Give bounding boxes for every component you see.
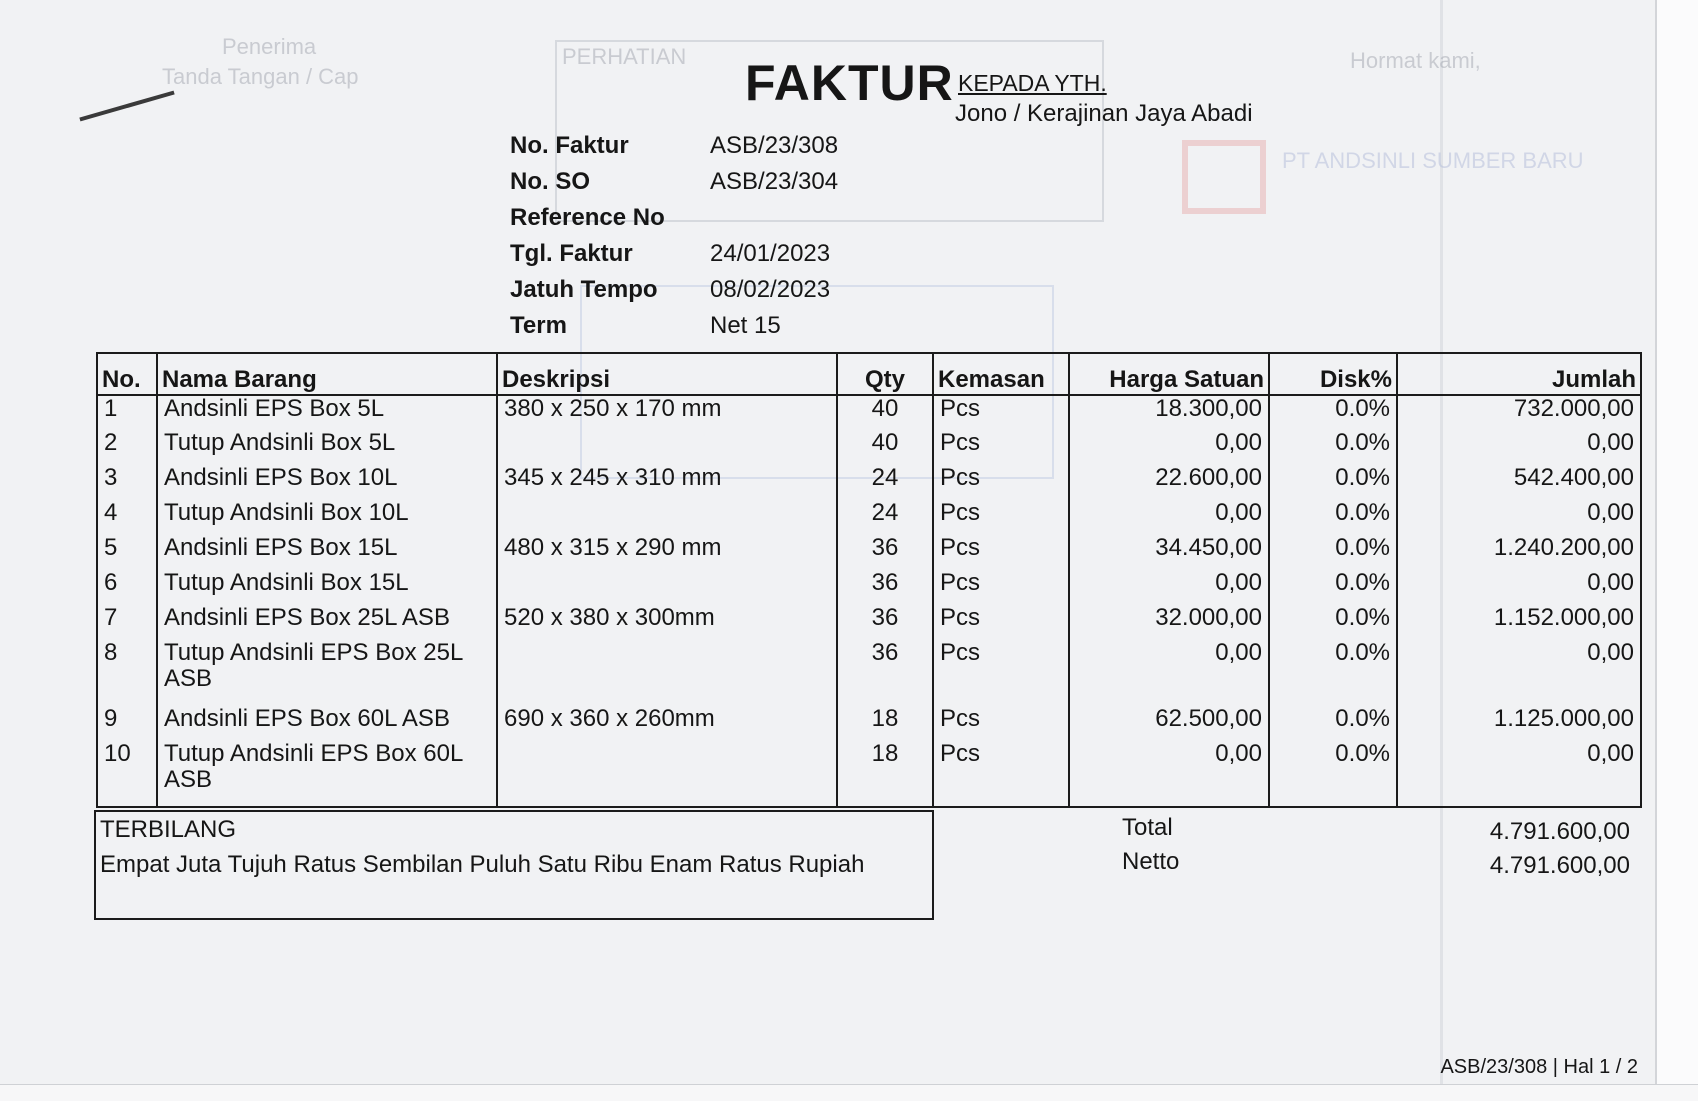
ghost-hormat: Hormat kami,: [1350, 48, 1481, 73]
cell-qty: 36: [837, 535, 933, 570]
pen-stroke: [79, 91, 174, 122]
table-row: [97, 605, 1641, 640]
cell-nama: Andsinli EPS Box 25L ASB: [157, 605, 497, 640]
table-row: [97, 570, 1641, 605]
cell-no: 9: [97, 706, 157, 741]
cell-disk: 0.0%: [1269, 465, 1397, 500]
cell-deskripsi: [497, 500, 837, 535]
terbilang-text: Empat Juta Tujuh Ratus Sembilan Puluh Satu Ribu Enam Ratus Rupiah: [100, 851, 865, 878]
cell-harga: 0,00: [1069, 640, 1269, 706]
cell-nama: Andsinli EPS Box 5L: [157, 395, 497, 430]
cell-jumlah: 1.152.000,00: [1397, 605, 1641, 640]
cell-disk: 0.0%: [1269, 395, 1397, 430]
cell-disk: 0.0%: [1269, 570, 1397, 605]
cell-qty: 40: [837, 395, 933, 430]
cell-no: 10: [97, 741, 157, 807]
page-title: FAKTUR: [745, 55, 954, 111]
cell-jumlah: 0,00: [1397, 640, 1641, 706]
cell-disk: 0.0%: [1269, 500, 1397, 535]
ghost-tanda-tangan: Tanda Tangan / Cap: [162, 64, 359, 89]
col-header-qty: Qty: [837, 353, 933, 395]
table-row: [97, 500, 1641, 535]
netto-value: 4.791.600,00: [1489, 852, 1630, 879]
paper-edge-right: [1655, 0, 1698, 1100]
col-header-disk: Disk%: [1269, 353, 1397, 395]
cell-no: 1: [97, 395, 157, 430]
cell-disk: 0.0%: [1269, 741, 1397, 807]
cell-qty: 36: [837, 605, 933, 640]
cell-deskripsi: 345 x 245 x 310 mm: [497, 465, 837, 500]
cell-nama: Andsinli EPS Box 60L ASB: [157, 706, 497, 741]
table-row: [97, 640, 1641, 706]
ghost-penerima: Penerima: [222, 34, 317, 59]
cell-nama: Andsinli EPS Box 10L: [157, 465, 497, 500]
meta-label: Term: [510, 312, 567, 339]
meta-label: Jatuh Tempo: [510, 276, 658, 303]
ghost-perhatian: PERHATIAN: [562, 44, 687, 69]
cell-jumlah: 0,00: [1397, 570, 1641, 605]
cell-harga: 0,00: [1069, 570, 1269, 605]
meta-label: Reference No: [510, 204, 665, 231]
table-row: [97, 395, 1641, 430]
table-header-row: [97, 353, 1641, 395]
col-header-deskripsi: Deskripsi: [497, 353, 837, 395]
cell-nama: Tutup Andsinli Box 10L: [157, 500, 497, 535]
total-value: 4.791.600,00: [1489, 818, 1630, 845]
cell-no: 2: [97, 430, 157, 465]
cell-harga: 32.000,00: [1069, 605, 1269, 640]
meta-row: [510, 308, 838, 344]
cell-kemasan: Pcs: [933, 535, 1069, 570]
table-row: [97, 535, 1641, 570]
cell-qty: 18: [837, 706, 933, 741]
cell-disk: 0.0%: [1269, 640, 1397, 706]
kepada-label: KEPADA YTH.: [958, 70, 1107, 96]
page-footer-ref: ASB/23/308 | Hal 1 / 2: [1440, 1056, 1638, 1078]
cell-harga: 34.450,00: [1069, 535, 1269, 570]
cell-deskripsi: 690 x 360 x 260mm: [497, 706, 837, 741]
meta-value: ASB/23/304: [710, 168, 839, 195]
cell-no: 7: [97, 605, 157, 640]
ghost-company: PT ANDSINLI SUMBER BARU: [1282, 148, 1584, 173]
netto-label: Netto: [1122, 848, 1180, 875]
meta-value: ASB/23/308: [710, 132, 839, 159]
cell-disk: 0.0%: [1269, 430, 1397, 465]
paper-edge-bottom: [0, 1084, 1698, 1101]
cell-no: 3: [97, 465, 157, 500]
meta-label: No. SO: [510, 168, 591, 195]
cell-no: 6: [97, 570, 157, 605]
table-row: [97, 430, 1641, 465]
cell-deskripsi: [497, 741, 837, 807]
cell-qty: 36: [837, 570, 933, 605]
cell-nama: Andsinli EPS Box 15L: [157, 535, 497, 570]
meta-label: Tgl. Faktur: [510, 240, 633, 267]
cell-harga: 0,00: [1069, 741, 1269, 807]
cell-no: 8: [97, 640, 157, 706]
cell-qty: 40: [837, 430, 933, 465]
cell-kemasan: Pcs: [933, 395, 1069, 430]
cell-jumlah: 0,00: [1397, 741, 1641, 807]
meta-value: 24/01/2023: [710, 240, 831, 267]
meta-row: [510, 164, 838, 200]
cell-jumlah: 0,00: [1397, 430, 1641, 465]
items-table: [96, 352, 1642, 808]
cell-qty: 24: [837, 500, 933, 535]
cell-jumlah: 1.125.000,00: [1397, 706, 1641, 741]
meta-value: Net 15: [710, 312, 781, 339]
cell-harga: 62.500,00: [1069, 706, 1269, 741]
meta-row: [510, 236, 838, 272]
cell-harga: 0,00: [1069, 500, 1269, 535]
cell-kemasan: Pcs: [933, 465, 1069, 500]
meta-label: No. Faktur: [510, 132, 629, 159]
cell-kemasan: Pcs: [933, 500, 1069, 535]
cell-deskripsi: 520 x 380 x 300mm: [497, 605, 837, 640]
cell-kemasan: Pcs: [933, 605, 1069, 640]
meta-value: 08/02/2023: [710, 276, 831, 303]
cell-nama: Tutup Andsinli EPS Box 60L ASB: [157, 741, 497, 807]
col-header-no: No.: [97, 353, 157, 395]
total-label: Total: [1122, 814, 1173, 841]
cell-harga: 18.300,00: [1069, 395, 1269, 430]
cell-nama: Tutup Andsinli Box 15L: [157, 570, 497, 605]
company-logo-stamp: [1182, 140, 1266, 214]
cell-deskripsi: [497, 570, 837, 605]
meta-row: [510, 200, 838, 236]
table-row: [97, 741, 1641, 807]
cell-kemasan: Pcs: [933, 430, 1069, 465]
terbilang-box: [94, 810, 934, 920]
invoice-meta: [510, 128, 838, 344]
customer-name: Jono / Kerajinan Jaya Abadi: [955, 100, 1253, 127]
cell-disk: 0.0%: [1269, 535, 1397, 570]
meta-row: [510, 272, 838, 308]
cell-harga: 0,00: [1069, 430, 1269, 465]
cell-nama: Tutup Andsinli EPS Box 25L ASB: [157, 640, 497, 706]
col-header-nama: Nama Barang: [157, 353, 497, 395]
cell-disk: 0.0%: [1269, 706, 1397, 741]
col-header-jumlah: Jumlah: [1397, 353, 1641, 395]
cell-harga: 22.600,00: [1069, 465, 1269, 500]
cell-deskripsi: 480 x 315 x 290 mm: [497, 535, 837, 570]
table-row: [97, 706, 1641, 741]
cell-deskripsi: [497, 430, 837, 465]
cell-kemasan: Pcs: [933, 640, 1069, 706]
meta-row: [510, 128, 838, 164]
table-row: [97, 465, 1641, 500]
cell-kemasan: Pcs: [933, 570, 1069, 605]
cell-jumlah: 1.240.200,00: [1397, 535, 1641, 570]
cell-nama: Tutup Andsinli Box 5L: [157, 430, 497, 465]
cell-kemasan: Pcs: [933, 741, 1069, 807]
cell-deskripsi: [497, 640, 837, 706]
cell-qty: 18: [837, 741, 933, 807]
cell-no: 5: [97, 535, 157, 570]
terbilang-label: TERBILANG: [100, 816, 237, 843]
cell-disk: 0.0%: [1269, 605, 1397, 640]
cell-no: 4: [97, 500, 157, 535]
cell-deskripsi: 380 x 250 x 170 mm: [497, 395, 837, 430]
cell-jumlah: 542.400,00: [1397, 465, 1641, 500]
cell-jumlah: 732.000,00: [1397, 395, 1641, 430]
cell-kemasan: Pcs: [933, 706, 1069, 741]
col-header-kemasan: Kemasan: [933, 353, 1069, 395]
cell-qty: 36: [837, 640, 933, 706]
col-header-harga: Harga Satuan: [1069, 353, 1269, 395]
cell-qty: 24: [837, 465, 933, 500]
cell-jumlah: 0,00: [1397, 500, 1641, 535]
